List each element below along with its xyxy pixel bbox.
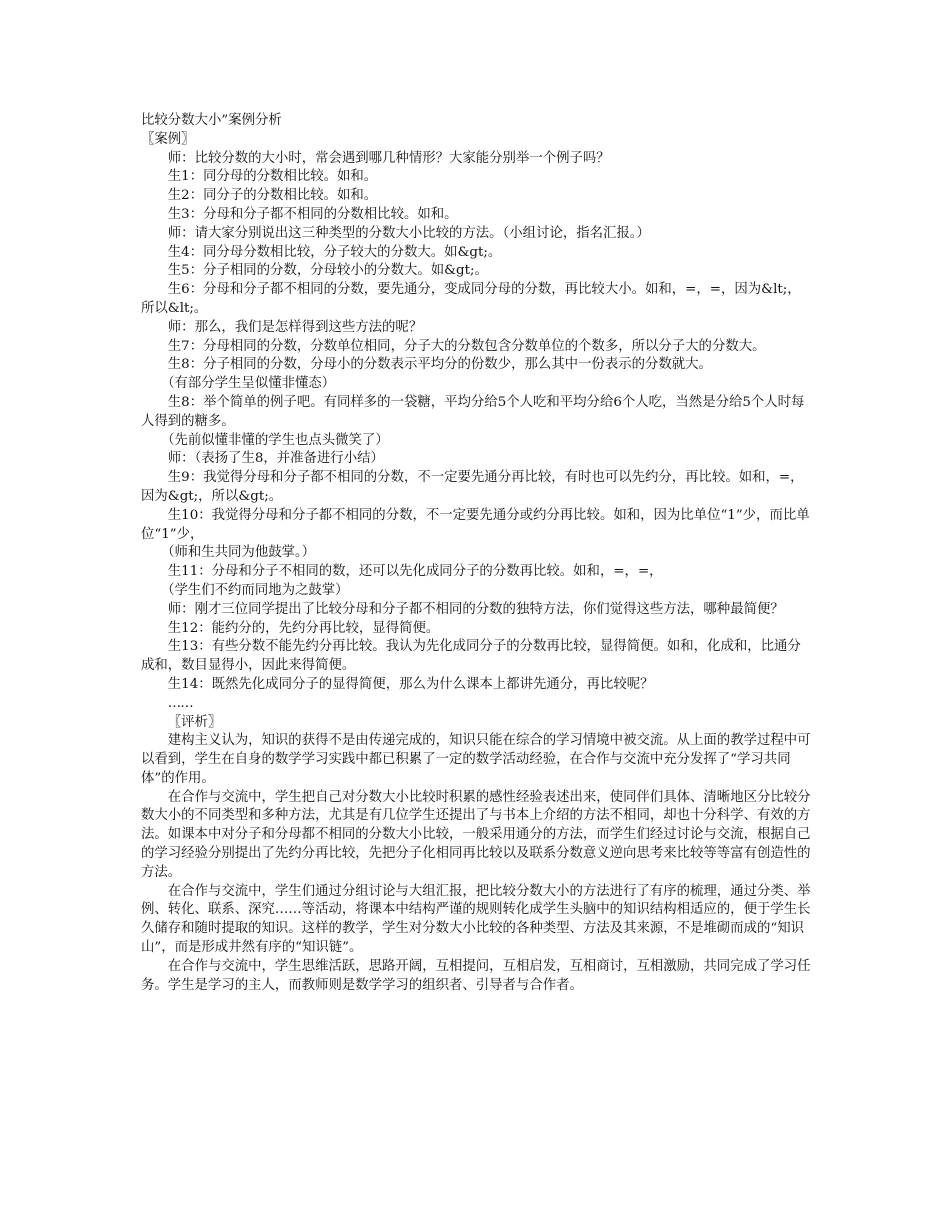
case-body bbox=[141, 150, 813, 714]
case-line: 生7：分母相同的分数，分数单位相同，分子大的分数包含分数单位的个数多，所以分子大的分数大。 bbox=[167, 338, 766, 354]
case-line: 师：（表扬了生8，并准备进行小结） bbox=[167, 451, 384, 467]
case-line: 师：请大家分别说出这三种类型的分数大小比较的方法。（小组讨论，指名汇报。） bbox=[167, 225, 650, 241]
case-line: 生10：我觉得分母和分子都不相同的分数，不一定要先通分或约分再比较。如和，因为比单位“1”少，而比单位“1”少， bbox=[141, 507, 810, 542]
case-line: 生14：既然先化成同分子的显得简便，那么为什么课本上都讲先通分，再比较呢？ bbox=[167, 676, 654, 692]
review-paragraph: 建构主义认为，知识的获得不是由传递完成的，知识只能在综合的学习情境中被交流。从上面的教学过程中可以看到，学生在自身的数学学习实践中都已积累了一定的数学活动经验，在合作与交流中充分发挥了“学习共同体”的作用。 bbox=[141, 733, 811, 786]
case-line: 生9：我觉得分母和分子都不相同的分数，不一定要先通分再比较，有时也可以先约分，再比较。如和，=，因为&gt;，所以&gt;。 bbox=[141, 470, 804, 504]
case-line: 生13：有些分数不能先约分再比较。我认为先化成同分子的分数再比较，显得简便。如和，化成和，比通分成和，数目显得小，因此来得简便。 bbox=[141, 639, 801, 674]
case-line: 师：刚才三位同学提出了比较分母和分子都不相同的分数的独特方法，你们觉得这些方法，哪种最简便？ bbox=[167, 601, 784, 617]
review-paragraph: 在合作与交流中，学生把自己对分数大小比较时积累的感性经验表述出来，使同伴们具体、清晰地区分比较分数大小的不同类型和多种方法，尤其是有几位学生还提出了与书本上介绍的方法不相同，却也十分科学、有效的方法。如课本中对分子和分母都不相同的分数大小比较，一般采用通分的方法，而学生们经过讨论与交流，根据自己的学习经验分别提出了先约分再比较，先把分子化相同再比较以及联系分数意义逆向思考来比较等等富有创造性的方法。 bbox=[141, 789, 811, 880]
review-heading: 〖评析〗 bbox=[167, 714, 222, 730]
case-line: 师：比较分数的大小时，常会遇到哪几种情形？大家能分别举一个例子吗？ bbox=[167, 150, 610, 166]
case-line: …… bbox=[167, 695, 193, 711]
case-heading: 〖案例〗 bbox=[141, 131, 195, 147]
review-body bbox=[141, 732, 813, 995]
review-paragraph: 在合作与交流中，学生们通过分组讨论与大组汇报，把比较分数大小的方法进行了有序的梳理，通过分类、举例、转化、联系、深究……等活动，将课本中结构严谨的规则转化成学生头脑中的知识结构相适应的，便于学生长久储存和随时提取的知识。这样的教学，学生对分数大小比较的各种类型、方法及其来源，不是堆砌而成的“知识山”，而是形成井然有序的“知识链”。 bbox=[141, 883, 811, 956]
case-line: 生1：同分母的分数相比较。如和。 bbox=[167, 169, 378, 185]
case-line: 生8：分子相同的分数，分母小的分数表示平均分的份数少，那么其中一份表示的分数就大。 bbox=[167, 357, 712, 373]
document-title: 比较分数大小”案例分析 bbox=[141, 113, 282, 128]
document-page bbox=[141, 112, 813, 995]
case-line: 生4：同分母分数相比较，分子较大的分数大。如&gt;。 bbox=[167, 244, 502, 260]
case-line: 生6：分母和分子都不相同的分数，要先通分，变成同分母的分数，再比较大小。如和，=，=，因为&lt;，所以&lt;。 bbox=[141, 282, 801, 316]
case-line: 生8：举个简单的例子吧。有同样多的一袋糖，平均分给5个人吃和平均分给6个人吃，当然是分给5个人时每人得到的糖多。 bbox=[141, 394, 805, 429]
case-line: 师：那么，我们是怎样得到这些方法的呢？ bbox=[167, 319, 423, 335]
case-line: （先前似懂非懂的学生也点头微笑了） bbox=[161, 432, 389, 448]
case-line: 生12：能约分的，先约分再比较，显得简便。 bbox=[167, 620, 440, 636]
case-line: 生5：分子相同的分数，分母较小的分数大。如&gt;。 bbox=[167, 263, 488, 279]
case-line: 生11：分母和分子不相同的数，还可以先化成同分子的分数再比较。如和，=，=， bbox=[167, 564, 663, 580]
case-line: （师和生共同为他鼓掌。） bbox=[161, 545, 316, 561]
case-line: 生2：同分子的分数相比较。如和。 bbox=[167, 188, 378, 204]
case-line: （有部分学生呈似懂非懂态） bbox=[161, 376, 336, 392]
case-line: 生3：分母和分子都不相同的分数相比较。如和。 bbox=[167, 206, 458, 222]
review-paragraph: 在合作与交流中，学生思维活跃，思路开阔，互相提问，互相启发，互相商讨，互相激励，共同完成了学习任务。学生是学习的主人，而教师则是数学学习的组织者、引导者与合作者。 bbox=[141, 958, 811, 993]
case-line: （学生们不约而同地为之鼓掌） bbox=[161, 582, 349, 598]
